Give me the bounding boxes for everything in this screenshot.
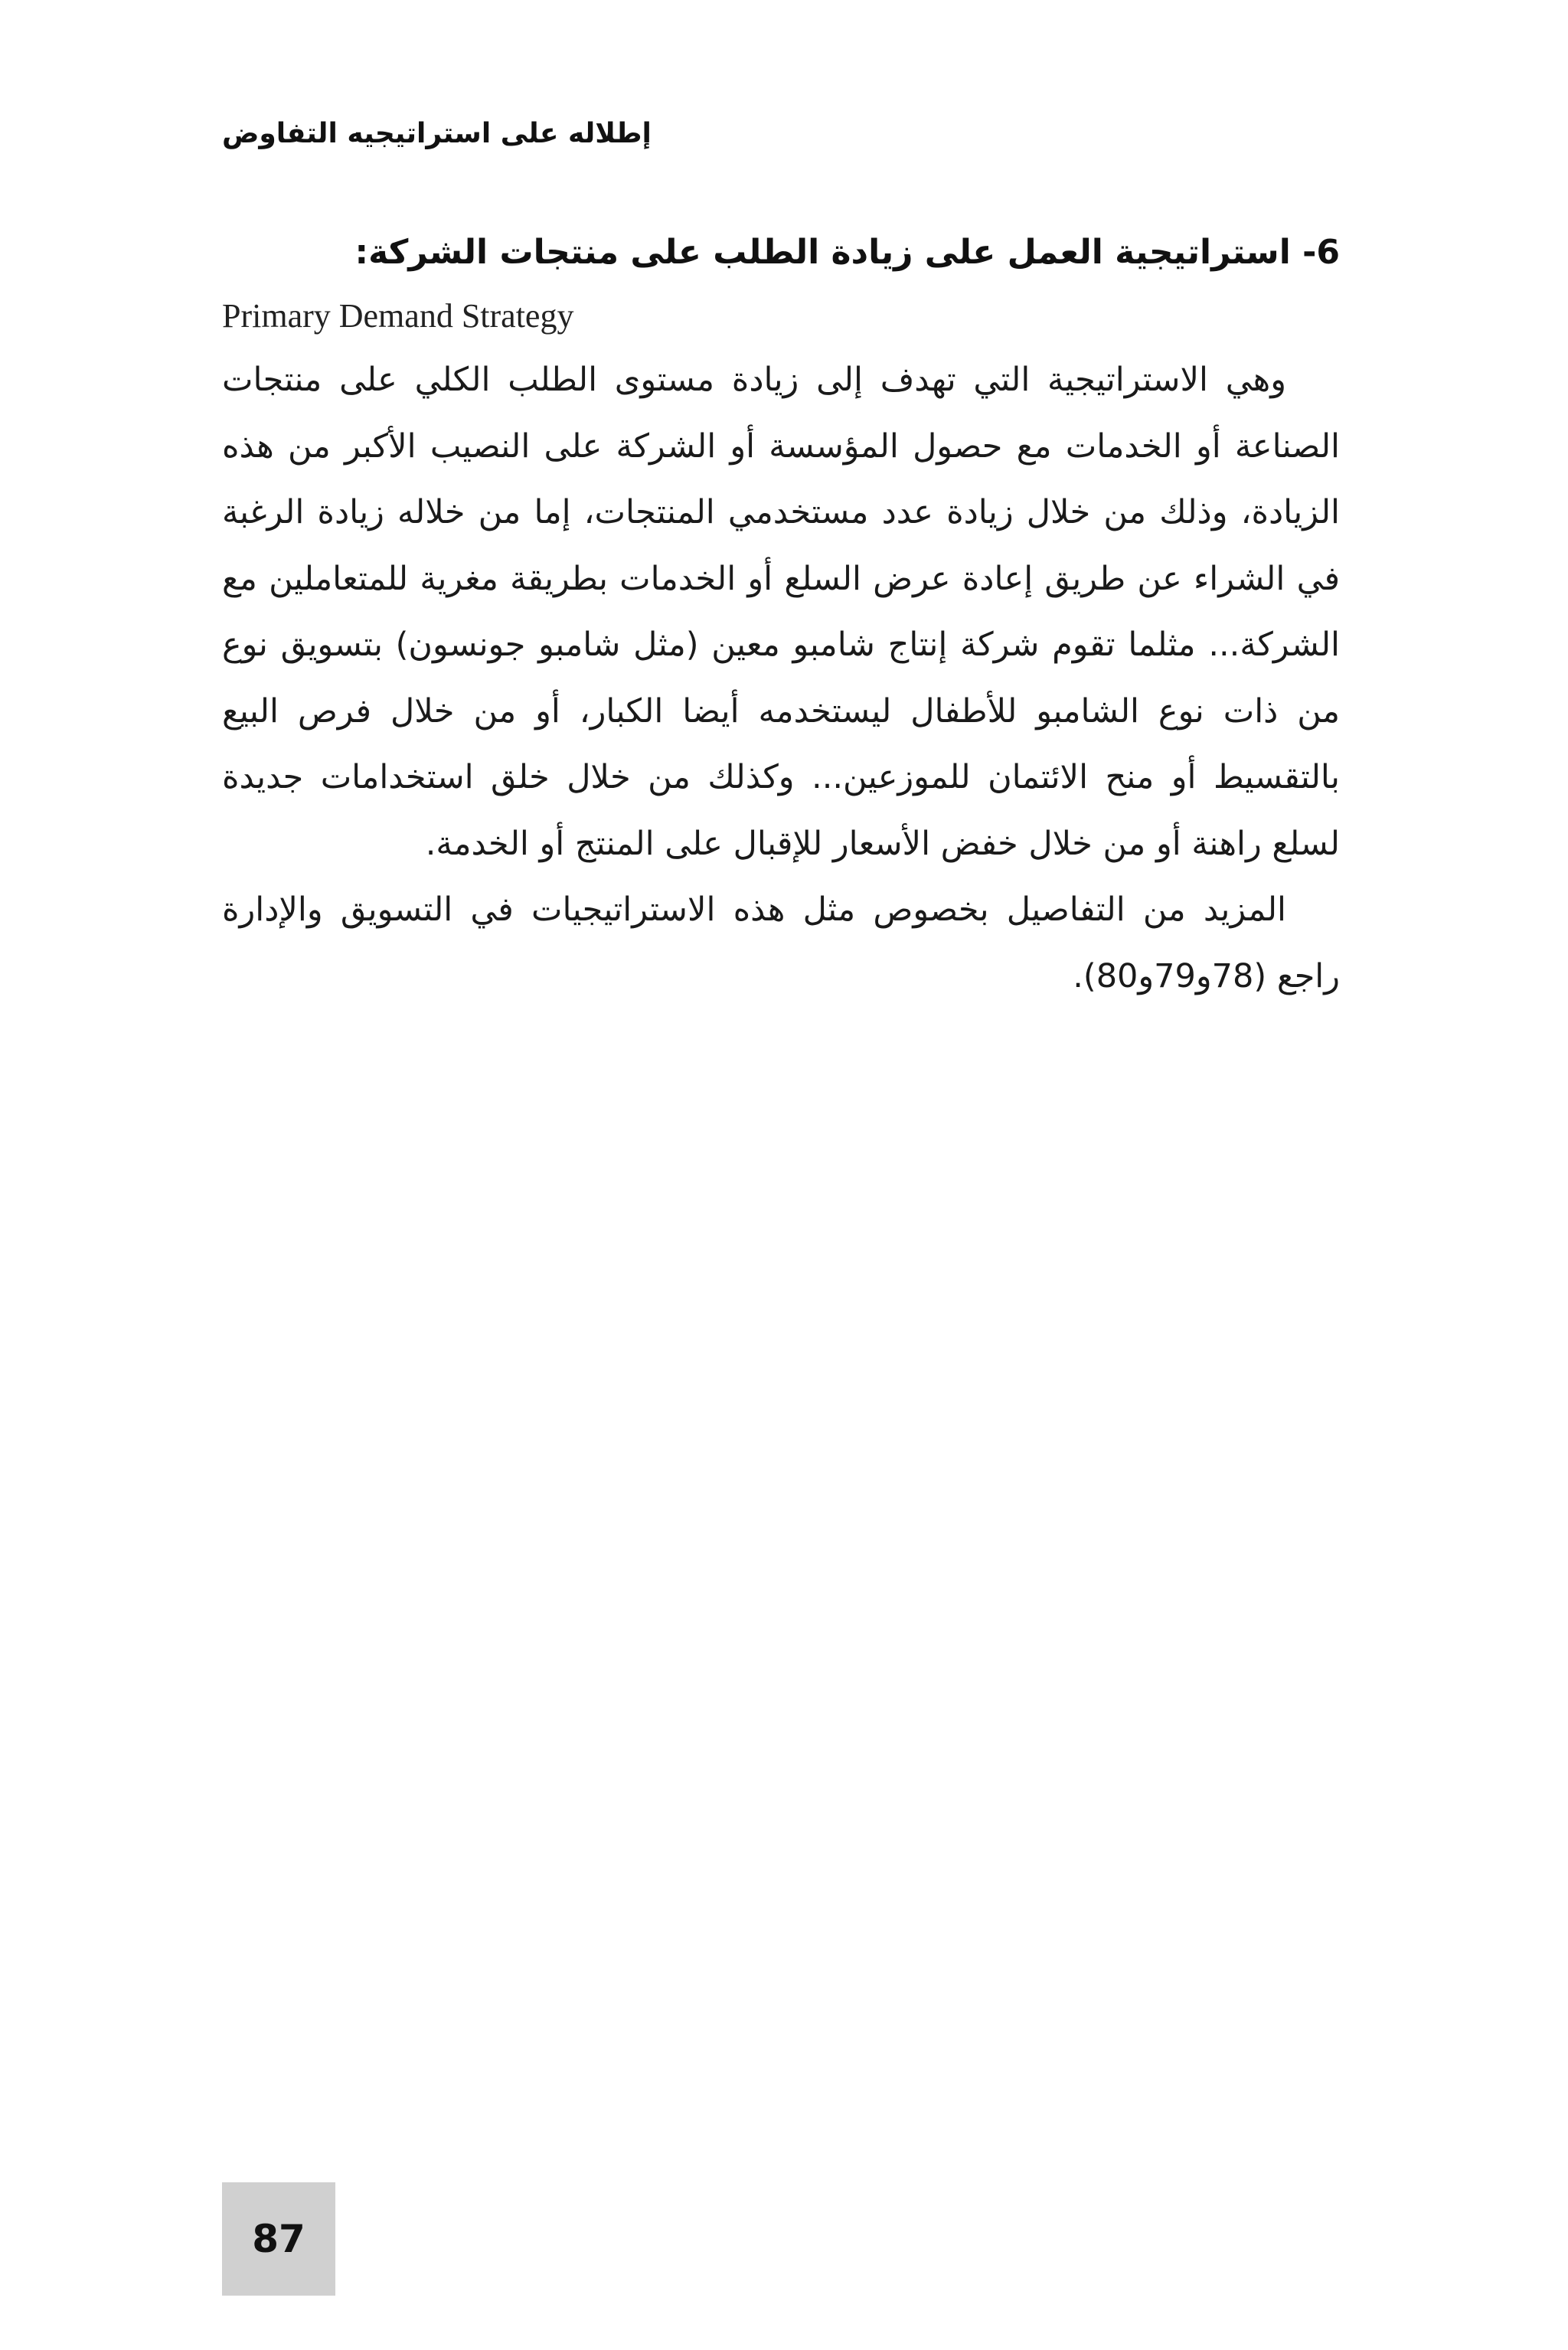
page-number-box <box>222 2182 335 2296</box>
body-paragraph-1: وهي الاستراتيجية التي تهدف إلى زيادة مستوى الطلب الكلي على منتجات الصناعة أو الخدمات مع حصول المؤسسة أو الشركة على النصيب الأكبر من هذه الزيادة، وذلك من خلال زيادة عدد مستخدمي المنتجات، إما من خلاله زيادة الرغبة في الشراء عن طريق إعادة عرض السلع أو الخدمات بطريقة مغرية للمتعاملين مع الشركة... مثلما تقوم شركة إنتاج شامبو معين (مثل شامبو جونسون) بتسويق نوع من ذات نوع الشامبو للأطفال ليستخدمه أيضا الكبار، أو من خلال فرص البيع بالتقسيط أو منح الائتمان للموزعين... وكذلك من خلال خلق استخدامات جديدة لسلع راهنة أو من خلال خفض الأسعار للإقبال على المنتج أو الخدمة. <box>222 361 1340 863</box>
section-subtitle-english: Primary Demand Strategy <box>222 297 574 335</box>
page-content <box>222 226 1340 1009</box>
running-header: إطلاله على استراتيجيه التفاوض <box>222 118 652 149</box>
page-number: 87 <box>252 2217 305 2261</box>
body-paragraph-2: المزيد من التفاصيل بخصوص مثل هذه الاستراتيجيات في التسويق والإدارة راجع (78و79و80). <box>222 891 1340 995</box>
section-heading: 6- استراتيجية العمل على زيادة الطلب على منتجات الشركة: <box>354 233 1340 272</box>
